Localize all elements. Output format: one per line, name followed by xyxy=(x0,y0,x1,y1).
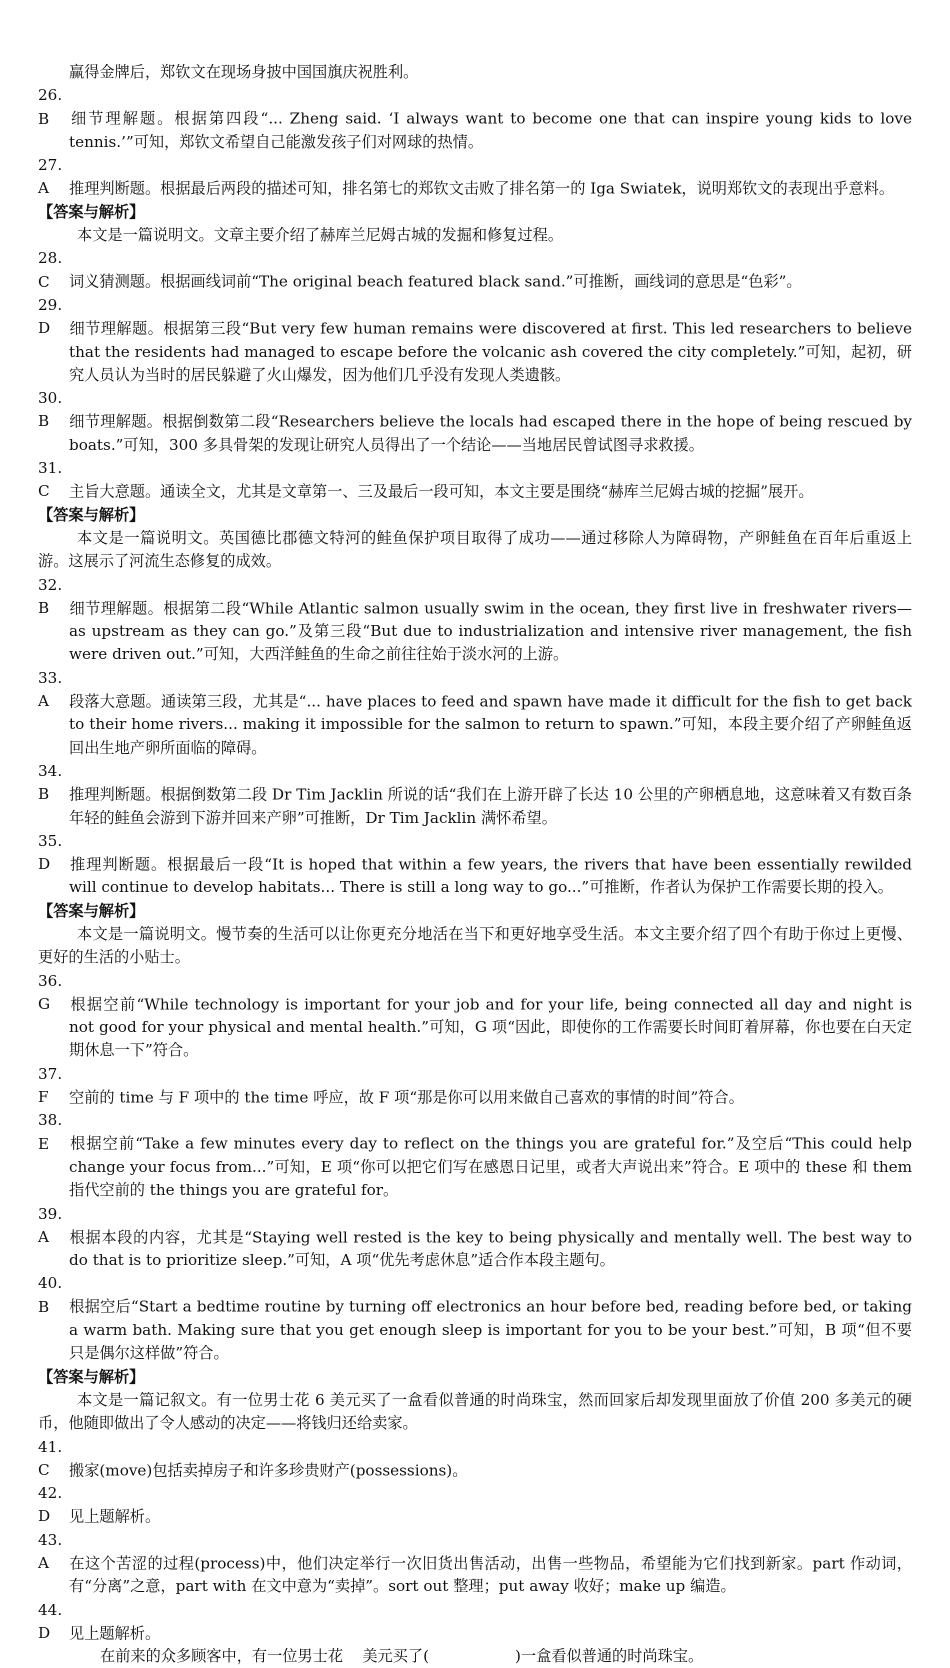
answer-number: 28. C xyxy=(38,249,63,291)
answer-item xyxy=(38,154,912,201)
passage-summary: 本文是一篇说明文。慢节奏的生活可以让你更充分地活在当下和更好地享受生活。本文主要介绍了四个有助于你过上更慢、更好的生活的小贴士。 xyxy=(38,924,912,967)
answer-item xyxy=(38,1109,912,1202)
answer-list xyxy=(38,84,912,1645)
answer-number: 27. A xyxy=(38,156,63,198)
answer-number: 40. B xyxy=(38,1274,63,1316)
answer-item xyxy=(38,387,912,457)
answer-explanation: 细节理解题。根据第四段“... Zheng said. ‘I always want to become one that can inspire young kids to love tennis.’”可知，郑钦文希望自己能激发孩子们对网球的热情。 xyxy=(69,109,912,151)
answer-item xyxy=(38,760,912,830)
answer-explanation: 细节理解题。根据第三段“But very few human remains were discovered at first. This led researchers to believe that the residents had managed to escape before the volcanic ash covered the city completely.”可知，起初，研究人员认为当时的居民躲避了火山爆发，因为他们几乎没有发现人类遗骸。 xyxy=(69,319,912,384)
answer-number: 35. D xyxy=(38,831,63,874)
answer-item xyxy=(38,1599,912,1646)
answer-number: 37. F xyxy=(38,1064,63,1107)
answer-number: 44. D xyxy=(38,1600,63,1642)
answer-item xyxy=(38,457,912,504)
answer-explanation: 空前的 time 与 F 项中的 the time 呼应，故 F 项“那是你可以用来做自己喜欢的事情的时间”符合。 xyxy=(69,1088,744,1107)
answer-explanation: 段落大意题。通读第三段，尤其是“... have places to feed and spawn have made it difficult for the fish to get back to their home rivers... making it impossible for the salmon to return to spawn.”可知，本段主要介绍了产卵鲑鱼返回出生地产卵所面临的障碍。 xyxy=(69,692,912,757)
answer-explanation: 词义猜测题。根据画线词前“The original beach featured black sand.”可推断，画线词的意思是“色彩”。 xyxy=(69,272,802,291)
continued-line: 赢得金牌后，郑钦文在现场身披中国国旗庆祝胜利。 xyxy=(69,63,419,81)
answer-explanation: 见上题解析。 xyxy=(69,1623,161,1642)
answer-number: 32. B xyxy=(38,575,63,617)
answer-number: 33. A xyxy=(38,668,63,711)
answer-number: 31. C xyxy=(38,459,63,501)
answer-explanation: 推理判断题。根据最后一段“It is hoped that within a few years, the rivers that have been essentially rewilded will continue to develop habitats... There is still a long way to go...”可推断，作者认为保护工作需要长期的投入。 xyxy=(69,855,912,897)
answer-explanation: 细节理解题。根据倒数第二段“Researchers believe the locals had escaped there in the hope of being rescued by boats.”可知，300 多具骨架的发现让研究人员得出了一个结论——当地居民曾试图寻求救援。 xyxy=(69,412,912,454)
answer-number: 26. B xyxy=(38,86,63,128)
answer-number: 30. B xyxy=(38,389,63,431)
answer-number: 41. C xyxy=(38,1437,63,1479)
answer-item xyxy=(38,1272,912,1365)
answer-explanation: 根据空前“While technology is important for your job and for your life, being connected all day and night is not good for your physical and mental health.”可知，G 项“因此，即使你的工作需要长时间盯着屏幕，你也要在白天定期休息一下”符合。 xyxy=(69,994,912,1060)
answer-number: 43. A xyxy=(38,1530,63,1572)
passage-summary: 本文是一篇说明文。英国德比郡德文特河的鲑鱼保护项目取得了成功——通过移除人为障碍物，产卵鲑鱼在百年后重返上游。这展示了河流生态修复的成效。 xyxy=(38,528,912,571)
answer-item xyxy=(38,970,912,1063)
section-heading: 【答案与解析】 xyxy=(38,1367,145,1386)
passage-summary: 本文是一篇说明文。文章主要介绍了赫库兰尼姆古城的发掘和修复过程。 xyxy=(77,226,563,245)
section-heading: 【答案与解析】 xyxy=(38,901,145,920)
answer-item xyxy=(38,84,912,154)
answer-explanation: 主旨大意题。通读全文，尤其是文章第一、三及最后一段可知，本文主要是围绕“赫库兰尼姆古城的挖掘”展开。 xyxy=(69,482,814,501)
answer-item xyxy=(38,667,912,760)
answer-number: 34. B xyxy=(38,761,63,804)
sample-part-1: 在前来的众多顾客中，有一位男士花 xyxy=(100,1647,343,1666)
passage-summary: 本文是一篇记叙文。有一位男士花 6 美元买了一盒看似普通的时尚珠宝，然而回家后却发现里面放了价值 200 多美元的硬币，他随即做出了令人感动的决定——将钱归还给卖家。 xyxy=(38,1390,912,1433)
answer-item xyxy=(38,830,912,900)
answer-explanation: 推理判断题。根据倒数第二段 Dr Tim Jacklin 所说的话“我们在上游开辟了长达 10 公里的产卵栖息地，这意味着又有数百条年轻的鲑鱼会游到下游并回来产卵”可推断，Dr Tim Jacklin 满怀希望。 xyxy=(69,785,912,827)
answer-number: 38. E xyxy=(38,1111,63,1153)
answer-explanation: 推理判断题。根据最后两段的描述可知，排名第七的郑钦文击败了排名第一的 Iga Swiatek，说明郑钦文的表现出乎意料。 xyxy=(69,179,895,198)
answer-item xyxy=(38,1203,912,1273)
sample-sentence xyxy=(38,1645,912,1668)
answer-explanation: 搬家(move)包括卖掉房子和许多珍贵财产(possessions)。 xyxy=(69,1460,468,1479)
answer-item xyxy=(38,1436,912,1483)
answer-explanation: 根据空后“Start a bedtime routine by turning off electronics an hour before bed, reading before bed, or taking a warm bath. Making sure that you get enough sleep is important for you to be your best.”可知，B 项“但不要只是偶尔这样做”符合。 xyxy=(69,1297,912,1363)
answer-number: 42. D xyxy=(38,1484,63,1526)
answer-explanation: 根据本段的内容，尤其是“Staying well rested is the key to being physically and mentally well. The best way to do that is to prioritize sleep.”可知，A 项“优先考虑休息”适合作本段主题句。 xyxy=(69,1227,912,1270)
sample-part-2: 美元买了( xyxy=(362,1647,429,1666)
sample-part-3: )一盒看似普通的时尚珠宝。 xyxy=(515,1647,704,1666)
answer-item xyxy=(38,247,912,294)
answer-explanation: 见上题解析。 xyxy=(69,1507,161,1526)
answer-item xyxy=(38,294,912,387)
section-heading: 【答案与解析】 xyxy=(38,505,145,524)
answer-item xyxy=(38,1482,912,1529)
answer-explanation: 细节理解题。根据第二段“While Atlantic salmon usually swim in the ocean, they first live in freshwater rivers—as upstream as they can go.”及第三段“But due to industrialization and intensive river management, the fish were driven out.”可知，大西洋鲑鱼的生命之前往往始于淡水河的上游。 xyxy=(69,598,912,664)
section-heading: 【答案与解析】 xyxy=(38,202,145,221)
answer-item xyxy=(38,574,912,667)
answer-explanation: 在这个苦涩的过程(process)中，他们决定举行一次旧货出售活动，出售一些物品，希望能为它们找到新家。part 作动词，有“分离”之意，part with 在文中意为“卖掉”。sort out 整理；put away 收好；make up 编造。 xyxy=(69,1554,912,1596)
answer-number: 39. A xyxy=(38,1204,63,1246)
answer-item xyxy=(38,1529,912,1599)
answer-explanation: 根据空前“Take a few minutes every day to reflect on the things you are grateful for.”及空后“This could help change your focus from...”可知，E 项“你可以把它们写在感恩日记里，或者大声说出来”符合。E 项中的 these 和 them 指代空前的 the things you are grateful for。 xyxy=(69,1134,912,1200)
answer-item xyxy=(38,1063,912,1110)
answer-number: 29. D xyxy=(38,295,63,338)
answer-number: 36. G xyxy=(38,971,63,1013)
